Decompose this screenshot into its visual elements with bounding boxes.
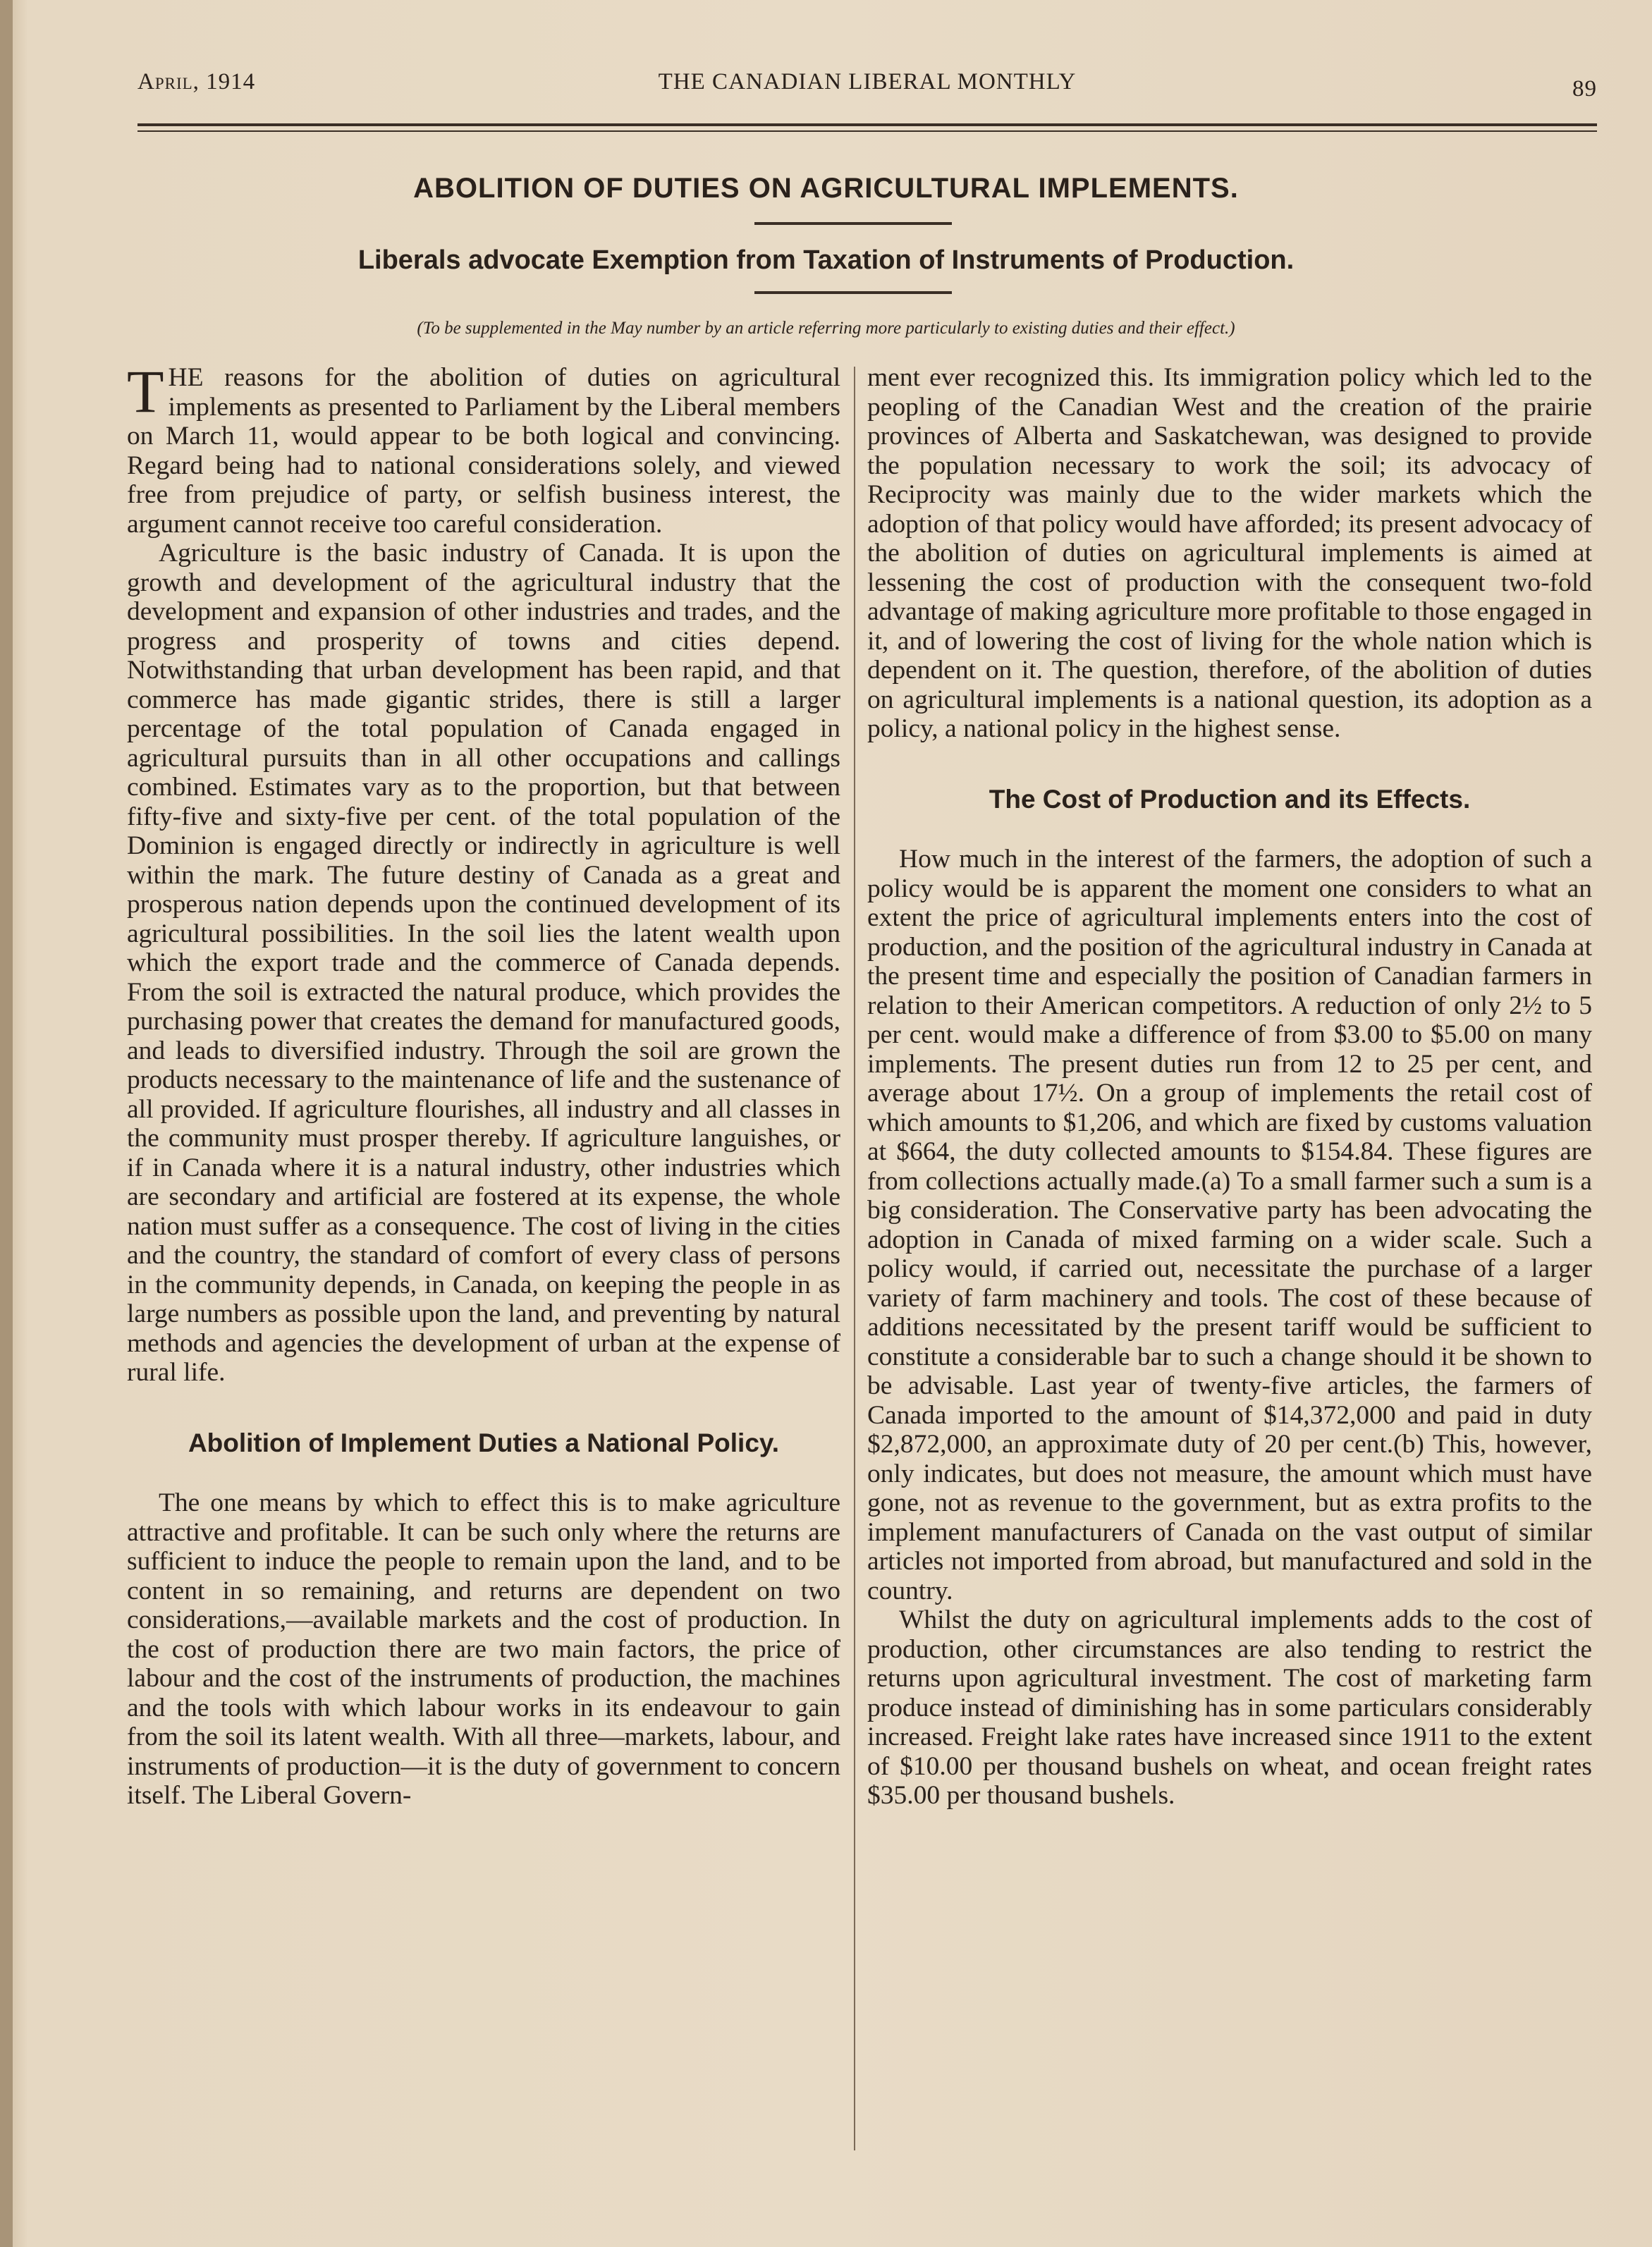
- page-number: 89: [1572, 76, 1597, 102]
- right-column: [867, 363, 1592, 1811]
- column-divider: [854, 367, 855, 2150]
- section-heading-national-policy: Abolition of Implement Duties a National Policy.: [188, 1428, 780, 1457]
- paragraph-2: Agriculture is the basic industry of Canada. It is upon the growth and development of the agricultural industry that the development and expansion of other industries and trades, and the progress and prosperity of towns and cities depend. Notwithstanding that urban development has been rapid, and that commerce has made gigantic strides, there is still a larger percentage of the total population of Canada engaged in agricultural pursuits than in all other occupations and callings combined. Estimates vary as to the proportion, but that between fifty-five and sixty-five per cent. of the total population of the Dominion is engaged directly or indirectly in agriculture is well within the mark. The future destiny of Canada as a great and prosperous nation depends upon the continued development of its agricultural possibilities. In the soil lies the latent wealth upon which the export trade and the commerce of Canada depends. From the soil is extracted the natural produce, which provides the purchasing power that creates the demand for manufactured goods, and leads to diversified industry. Through the soil are grown the products necessary to the maintenance of life and the sustenance of all provided. If agriculture flourishes, all industry and all classes in the community must prosper thereby. If agriculture languishes, or if in Canada where it is a natural industry, other industries which are secondary and artificial are fostered at its expense, the whole nation must suffer as a consequence. The cost of living in the cities and the country, the standard of comfort of every class of persons in the community depends, in Canada, on keeping the people in as large numbers as possible upon the land, and preventing by natural methods and agencies the development of urban at the expense of rural life.: [127, 539, 840, 1387]
- header-rule-thin: [137, 130, 1597, 132]
- article-title: ABOLITION OF DUTIES ON AGRICULTURAL IMPLEMENTS.: [413, 173, 1239, 204]
- header-rule-thick: [137, 123, 1597, 126]
- paragraph-1-text: HE reasons for the abolition of duties on agricultural implements as presented to Parliament by the Liberal members on March 11, would appear to be both logical and convincing. Regard being had to national considerations solely, and viewed free from prejudice of party, or selfish business interest, the argument cannot receive too careful consideration.: [127, 363, 840, 539]
- editorial-note: (To be supplemented in the May number by an article referring more particularly to existing duties and their effect.): [417, 319, 1235, 338]
- running-header: [137, 69, 1597, 104]
- title-divider: [754, 222, 952, 225]
- paragraph-5: Whilst the duty on agricultural implements adds to the cost of production, other circumstances are also tending to restrict the returns upon agricultural investment. The cost of marketing farm produce instead of diminishing has in some particulars considerably increased. Freight lake rates have increased since 1911 to the extent of $10.00 per thousand bushels on wheat, and ocean freight rates $35.00 per thousand bushels.: [867, 1605, 1592, 1810]
- paragraph-4: How much in the interest of the farmers, the adoption of such a policy would be is apparent the moment one considers to what an extent the price of agricultural implements enters into the cost of production, and the position of the agricultural industry in Canada at the present time and especially the position of Canadian farmers in relation to their American competitors. A reduction of only 2½ to 5 per cent. would make a difference of from $3.00 to $5.00 on many implements. The present duties run from 12 to 25 per cent, and average about 17½. On a group of implements the retail cost of which amounts to $1,206, and which are fixed by customs valuation at $664, the duty collected amounts to $154.84. These figures are from collections actually made.(a) To a small farmer such a sum is a big consideration. The Conservative party has been advocating the adoption in Canada of mixed farming on a wider scale. Such a policy would, if carried out, necessitate the purchase of a larger variety of farm machinery and tools. The cost of these because of additions necessitated by the present tariff would be sufficient to constitute a considerable bar to such a change should it be shown to be advisable. Last year of twenty-five articles, the farmers of Canada imported to the amount of $14,372,000 and paid in duty $2,872,000, an approximate duty of 20 per cent.(b) This, however, only indicates, but does not measure, the amount which must have gone, not as revenue to the government, but as extra profits to the implement manufacturers of Canada on the vast output of similar articles not imported from abroad, but manufactured and sold in the country.: [867, 845, 1592, 1605]
- left-column: [127, 357, 840, 1811]
- section-heading-cost-of-production: The Cost of Production and its Effects.: [989, 784, 1471, 814]
- paragraph-3-continued: ment ever recognized this. Its immigration policy which led to the peopling of the Canadian West and the creation of the prairie provinces of Alberta and Saskatchewan, was designed to provide the population necessary to work the soil; its advocacy of Reciprocity was mainly due to the wider markets which the adoption of that policy would have afforded; its present advocacy of the abolition of duties on agricultural implements is aimed at lessening the cost of production with the consequent two-fold advantage of making agriculture more profitable to those engaged in it, and of lowering the cost of living for the whole nation which is dependent on it. The question, therefore, of the abolition of duties on agricultural implements is a national question, its adoption as a policy, a national policy in the highest sense.: [867, 363, 1592, 743]
- paragraph-3: The one means by which to effect this is to make agriculture attractive and profitable. It can be such only where the returns are sufficient to induce the people to remain upon the land, and to be content in so remaining, and returns are dependent on two considerations,—available markets and the cost of production. In the cost of production there are two main factors, the price of labour and the cost of the instruments of production, the machines and the tools with which labour works in its endeavour to gain from the soil its latent wealth. With all three—markets, labour, and instruments of production—it is the duty of government to concern itself. The Liberal Govern-: [127, 1488, 840, 1810]
- article-subtitle: Liberals advocate Exemption from Taxation of Instruments of Production.: [357, 245, 1295, 275]
- drop-cap: T: [127, 357, 164, 425]
- opening-paragraph: [127, 357, 840, 539]
- subtitle-divider: [754, 291, 952, 294]
- issue-date: April, 1914: [137, 69, 256, 94]
- journal-name: THE CANADIAN LIBERAL MONTHLY: [658, 69, 1077, 94]
